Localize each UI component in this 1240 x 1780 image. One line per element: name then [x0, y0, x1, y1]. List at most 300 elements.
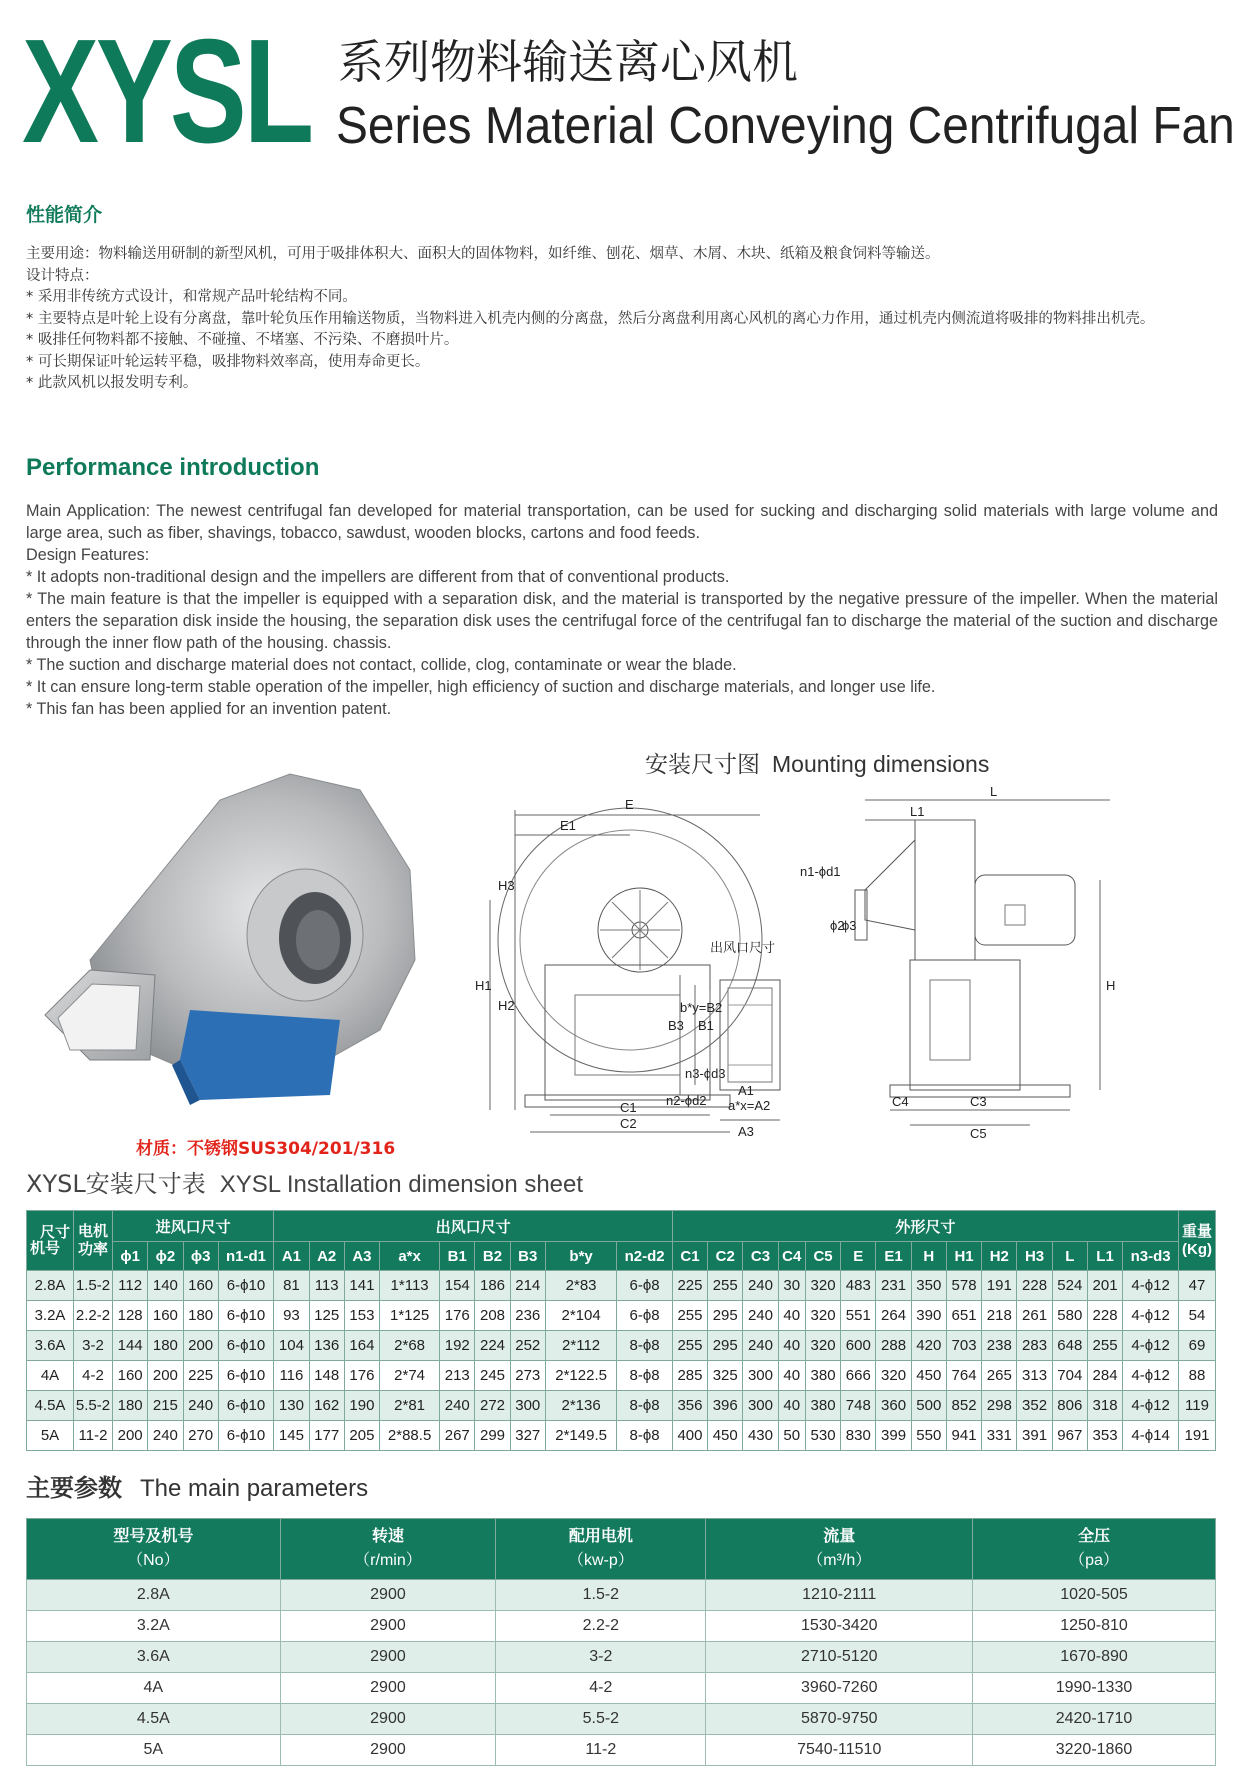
- diagram-title: [645, 746, 989, 779]
- table-cell: 3-2: [74, 1331, 113, 1361]
- table-cell: 176: [344, 1361, 379, 1391]
- column-header: n1-d1: [218, 1242, 274, 1271]
- main-parameters-title-cn: 主要参数: [26, 1474, 122, 1502]
- table-cell: 164: [344, 1331, 379, 1361]
- parameter-header-label: 配用电机: [568, 1528, 633, 1545]
- diagram-title-cn: 安装尺寸图: [645, 752, 760, 778]
- table-cell: 295: [708, 1331, 743, 1361]
- table-cell: 2*136: [545, 1391, 616, 1421]
- table-cell: 500: [911, 1391, 946, 1421]
- column-header: H1: [946, 1242, 981, 1271]
- table-cell: 4-ϕ12: [1123, 1331, 1179, 1361]
- intro-cn-body: [26, 244, 1216, 395]
- table-cell: 231: [876, 1271, 911, 1301]
- column-header: n3-d3: [1123, 1242, 1179, 1271]
- table-cell: 295: [708, 1301, 743, 1331]
- table-cell: 255: [672, 1301, 707, 1331]
- main-parameters-title-en: The main parameters: [140, 1475, 369, 1502]
- column-header: ϕ2: [148, 1242, 183, 1271]
- parameter-header-label: 转速: [371, 1528, 404, 1545]
- table-cell: 11-2: [74, 1421, 113, 1451]
- table-row: [27, 1735, 1216, 1766]
- intro-en-line: * It adopts non-traditional design and the impellers are different from that of conventional products.: [26, 568, 730, 586]
- table-cell: 1670-890: [973, 1642, 1216, 1673]
- table-cell: 298: [982, 1391, 1017, 1421]
- table-cell: 1990-1330: [973, 1673, 1216, 1704]
- table-cell: 40: [778, 1361, 805, 1391]
- table-cell: 255: [672, 1331, 707, 1361]
- parameter-column-header: [496, 1519, 706, 1580]
- table-row: [27, 1580, 1216, 1611]
- table-row: [27, 1331, 1216, 1361]
- intro-en-line: * The suction and discharge material does not contact, collide, clog, contaminate or wear the blade.: [26, 656, 737, 674]
- parameter-header-label: 型号及机号: [113, 1528, 194, 1545]
- label-B1: B1: [698, 1018, 714, 1033]
- table-cell: 327: [510, 1421, 545, 1451]
- label-H1: H1: [475, 978, 492, 993]
- table-cell: 245: [475, 1361, 510, 1391]
- table-cell: 113: [309, 1271, 344, 1301]
- table-cell: 530: [805, 1421, 840, 1451]
- parameter-column-header: [280, 1519, 496, 1580]
- table-row: [27, 1421, 1216, 1451]
- intro-cn-line: * 吸排任何物料都不接触、不碰撞、不堵塞、不污染、不磨损叶片。: [26, 332, 459, 348]
- table-cell: 154: [440, 1271, 475, 1301]
- table-cell: 450: [911, 1361, 946, 1391]
- column-header: L: [1052, 1242, 1087, 1271]
- table-cell: 140: [148, 1271, 183, 1301]
- table-cell: 2710-5120: [706, 1642, 973, 1673]
- table-cell: 224: [475, 1331, 510, 1361]
- fan-product-photo: [30, 760, 430, 1120]
- table-cell: 8-ϕ8: [617, 1331, 673, 1361]
- table-cell: 283: [1017, 1331, 1052, 1361]
- table-cell: 300: [743, 1361, 778, 1391]
- intro-cn-line: * 采用非传统方式设计，和常规产品叶轮结构不同。: [26, 289, 357, 305]
- table-cell: 320: [805, 1301, 840, 1331]
- table-cell: 6-ϕ8: [617, 1271, 673, 1301]
- table-cell: 1530-3420: [706, 1611, 973, 1642]
- table-cell: 2*122.5: [545, 1361, 616, 1391]
- table-cell: 192: [440, 1331, 475, 1361]
- main-parameters-title: [26, 1468, 368, 1503]
- intro-en-line: * The main feature is that the impeller is equipped with a separation disk, and the material is transported by the negative pressure of the impeller. When the material enters the separation disk inside the housing, the separation disk uses the centrifugal force of the centrifugal fan to discharge the material of the suction and discharge through the inner flow path of the housing. chassis.: [26, 590, 1218, 652]
- table-cell: 238: [982, 1331, 1017, 1361]
- table-cell: 119: [1179, 1391, 1216, 1421]
- table-cell: 213: [440, 1361, 475, 1391]
- table-cell: 3220-1860: [973, 1735, 1216, 1766]
- table-cell: 6-ϕ10: [218, 1271, 274, 1301]
- table-cell: 160: [148, 1301, 183, 1331]
- table-cell: 430: [743, 1421, 778, 1451]
- table-cell: 240: [440, 1391, 475, 1421]
- table-cell: 651: [946, 1301, 981, 1331]
- table-cell: 4-ϕ12: [1123, 1361, 1179, 1391]
- column-header: B3: [510, 1242, 545, 1271]
- table-cell: 2900: [280, 1735, 496, 1766]
- table-cell: 1020-505: [973, 1580, 1216, 1611]
- label-AX: a*x=A2: [728, 1098, 771, 1113]
- label-A1: A1: [738, 1083, 754, 1098]
- table-cell: 4-ϕ12: [1123, 1301, 1179, 1331]
- table-cell: 2900: [280, 1704, 496, 1735]
- column-header: B2: [475, 1242, 510, 1271]
- table-cell: 2900: [280, 1611, 496, 1642]
- column-header: A1: [274, 1242, 309, 1271]
- parameter-header-label: 全压: [1077, 1528, 1110, 1545]
- column-header: b*y: [545, 1242, 616, 1271]
- installation-dimension-table: [26, 1210, 1216, 1451]
- table-cell: 2*83: [545, 1271, 616, 1301]
- table-cell: 4.5A: [27, 1704, 281, 1735]
- table-cell: 265: [982, 1361, 1017, 1391]
- table-cell: 47: [1179, 1271, 1216, 1301]
- table-cell: 130: [274, 1391, 309, 1421]
- column-header: C3: [743, 1242, 778, 1271]
- table-cell: 4A: [27, 1673, 281, 1704]
- table-cell: 104: [274, 1331, 309, 1361]
- table-cell: 400: [672, 1421, 707, 1451]
- table-cell: 11-2: [496, 1735, 706, 1766]
- table-cell: 93: [274, 1301, 309, 1331]
- column-header: C1: [672, 1242, 707, 1271]
- table-cell: 153: [344, 1301, 379, 1331]
- table-cell: 580: [1052, 1301, 1087, 1331]
- intro-cn-line: 主要用途：物料输送用研制的新型风机，可用于吸排体积大、面积大的固体物料，如纤维、刨花、烟草、木屑、木块、纸箱及粮食饲料等输送。: [26, 246, 940, 262]
- table-cell: 208: [475, 1301, 510, 1331]
- label-n3d3: n3-ϕd3: [685, 1066, 726, 1081]
- motor-header: 电机 功率: [74, 1211, 113, 1271]
- column-header: H3: [1017, 1242, 1052, 1271]
- table-cell: 5A: [27, 1735, 281, 1766]
- column-header: C4: [778, 1242, 805, 1271]
- table-cell: 136: [309, 1331, 344, 1361]
- table-row: [27, 1673, 1216, 1704]
- table-cell: 578: [946, 1271, 981, 1301]
- table-cell: 4A: [27, 1361, 74, 1391]
- table-cell: 3.6A: [27, 1331, 74, 1361]
- main-parameters-table: [26, 1518, 1216, 1766]
- label-H2: H2: [498, 998, 515, 1013]
- table-cell: 320: [805, 1331, 840, 1361]
- table-cell: 325: [708, 1361, 743, 1391]
- parameter-header-unit: （r/min）: [354, 1552, 422, 1569]
- column-header: a*x: [380, 1242, 440, 1271]
- column-header: A2: [309, 1242, 344, 1271]
- table-cell: 215: [148, 1391, 183, 1421]
- table-cell: 191: [982, 1271, 1017, 1301]
- table-cell: 191: [1179, 1421, 1216, 1451]
- table-cell: 3-2: [496, 1642, 706, 1673]
- table-cell: 666: [841, 1361, 876, 1391]
- table-row: [27, 1704, 1216, 1735]
- table-cell: 4-ϕ12: [1123, 1391, 1179, 1421]
- label-C1: C1: [620, 1100, 637, 1115]
- table-cell: 40: [778, 1331, 805, 1361]
- weight-header: 重量 (Kg): [1179, 1211, 1216, 1271]
- table-cell: 4-ϕ12: [1123, 1271, 1179, 1301]
- intro-en-body: [26, 500, 1218, 720]
- section-heading-en: Performance introduction: [26, 454, 320, 481]
- intro-cn-line: 设计特点：: [26, 267, 99, 284]
- table-cell: 8-ϕ8: [617, 1421, 673, 1451]
- table-cell: 318: [1087, 1391, 1122, 1421]
- table-cell: 30: [778, 1271, 805, 1301]
- table-cell: 2.2-2: [496, 1611, 706, 1642]
- table-cell: 1*125: [380, 1301, 440, 1331]
- label-E: E: [625, 797, 634, 812]
- table-cell: 360: [876, 1391, 911, 1421]
- table-cell: 284: [1087, 1361, 1122, 1391]
- diagram-title-en: Mounting dimensions: [772, 751, 990, 777]
- column-header: L1: [1087, 1242, 1122, 1271]
- table-cell: 2*149.5: [545, 1421, 616, 1451]
- intro-en-line: Design Features:: [26, 546, 150, 564]
- table-cell: 320: [876, 1361, 911, 1391]
- brand-logo: XYSL: [22, 9, 312, 174]
- table-cell: 320: [805, 1271, 840, 1301]
- title-chinese: 系列物料输送离心风机: [338, 35, 798, 89]
- table-cell: 3960-7260: [706, 1673, 973, 1704]
- table-cell: 125: [309, 1301, 344, 1331]
- table-cell: 1.5-2: [74, 1271, 113, 1301]
- parameter-header-unit: （kw-p）: [567, 1552, 634, 1569]
- table-cell: 550: [911, 1421, 946, 1451]
- parameter-column-header: [706, 1519, 973, 1580]
- table-cell: 300: [743, 1391, 778, 1421]
- table-row: [27, 1611, 1216, 1642]
- table-cell: 353: [1087, 1421, 1122, 1451]
- table-cell: 648: [1052, 1331, 1087, 1361]
- label-BY: b*y=B2: [680, 1000, 723, 1015]
- table-cell: 8-ϕ8: [617, 1391, 673, 1421]
- table-cell: 240: [743, 1331, 778, 1361]
- table-row: [27, 1271, 1216, 1301]
- table-cell: 2.8A: [27, 1271, 74, 1301]
- table-cell: 180: [183, 1301, 218, 1331]
- label-phi3: ϕ3: [842, 918, 857, 933]
- inlet-group-header: 进风口尺寸: [113, 1211, 274, 1242]
- table-cell: 704: [1052, 1361, 1087, 1391]
- table-cell: 299: [475, 1421, 510, 1451]
- table-cell: 4.5A: [27, 1391, 74, 1421]
- table-cell: 852: [946, 1391, 981, 1421]
- column-header: C2: [708, 1242, 743, 1271]
- table-cell: 240: [743, 1271, 778, 1301]
- label-phi2: ϕ2: [830, 918, 845, 933]
- parameter-header-unit: （m³/h）: [807, 1552, 872, 1569]
- table-cell: 2*74: [380, 1361, 440, 1391]
- label-E1: E1: [560, 818, 576, 833]
- table-cell: 6-ϕ10: [218, 1361, 274, 1391]
- column-header: B1: [440, 1242, 475, 1271]
- table-cell: 69: [1179, 1331, 1216, 1361]
- label-L1: L1: [910, 804, 925, 819]
- table-cell: 1250-810: [973, 1611, 1216, 1642]
- outer-group-header: 外形尺寸: [672, 1211, 1178, 1242]
- table-cell: 5870-9750: [706, 1704, 973, 1735]
- table-cell: 148: [309, 1361, 344, 1391]
- mounting-dimension-drawing: [470, 780, 1220, 1160]
- table-cell: 144: [113, 1331, 148, 1361]
- column-header: H2: [982, 1242, 1017, 1271]
- table-cell: 806: [1052, 1391, 1087, 1421]
- label-C3: C3: [970, 1094, 987, 1109]
- table-cell: 350: [911, 1271, 946, 1301]
- table-cell: 225: [183, 1361, 218, 1391]
- parameter-column-header: [27, 1519, 281, 1580]
- parameter-header-unit: （pa）: [1069, 1552, 1119, 1569]
- table-cell: 6-ϕ10: [218, 1421, 274, 1451]
- column-header: H: [911, 1242, 946, 1271]
- label-L: L: [990, 784, 998, 799]
- table-cell: 50: [778, 1421, 805, 1451]
- parameter-column-header: [973, 1519, 1216, 1580]
- table-cell: 40: [778, 1301, 805, 1331]
- table-cell: 8-ϕ8: [617, 1361, 673, 1391]
- table-cell: 2*81: [380, 1391, 440, 1421]
- table-cell: 2*112: [545, 1331, 616, 1361]
- table-cell: 764: [946, 1361, 981, 1391]
- corner-header-model: 机号: [30, 1239, 61, 1257]
- label-B3: B3: [668, 1018, 684, 1033]
- table-cell: 2*104: [545, 1301, 616, 1331]
- outlet-view: [666, 940, 780, 1139]
- table-cell: 941: [946, 1421, 981, 1451]
- table-cell: 5.5-2: [496, 1704, 706, 1735]
- table-cell: 7540-11510: [706, 1735, 973, 1766]
- table-cell: 380: [805, 1361, 840, 1391]
- table-cell: 396: [708, 1391, 743, 1421]
- corner-header: [27, 1211, 74, 1271]
- label-C5: C5: [970, 1126, 987, 1141]
- table-cell: 228: [1017, 1271, 1052, 1301]
- column-header: C5: [805, 1242, 840, 1271]
- intro-en-line: * It can ensure long-term stable operation of the impeller, high efficiency of suction and discharge materials, and longer use life.: [26, 678, 936, 696]
- title-english: Series Material Conveying Centrifugal Fan: [336, 97, 1235, 155]
- dimension-sheet-title: [26, 1164, 583, 1199]
- table-cell: 1.5-2: [496, 1580, 706, 1611]
- table-cell: 141: [344, 1271, 379, 1301]
- intro-cn-line: * 可长期保证叶轮运转平稳，吸排物料效率高，使用寿命更长。: [26, 353, 430, 370]
- table-cell: 2.8A: [27, 1580, 281, 1611]
- table-cell: 255: [1087, 1331, 1122, 1361]
- table-cell: 5A: [27, 1421, 74, 1451]
- table-cell: 267: [440, 1421, 475, 1451]
- label-C4: C4: [892, 1094, 909, 1109]
- table-cell: 331: [982, 1421, 1017, 1451]
- table-cell: 524: [1052, 1271, 1087, 1301]
- column-header: ϕ1: [113, 1242, 148, 1271]
- table-cell: 6-ϕ8: [617, 1301, 673, 1331]
- table-cell: 264: [876, 1301, 911, 1331]
- corner-header-size: 尺寸: [39, 1223, 70, 1241]
- parameter-header-label: 流量: [823, 1528, 856, 1545]
- table-cell: 2.2-2: [74, 1301, 113, 1331]
- table-cell: 272: [475, 1391, 510, 1421]
- table-row: [27, 1301, 1216, 1331]
- table-cell: 201: [1087, 1271, 1122, 1301]
- table-cell: 128: [113, 1301, 148, 1331]
- table-cell: 176: [440, 1301, 475, 1331]
- table-row: [27, 1361, 1216, 1391]
- table-cell: 261: [1017, 1301, 1052, 1331]
- intro-cn-line: * 主要特点是叶轮上设有分离盘，靠叶轮负压作用输送物质，当物料进入机壳内侧的分离盘，然后分离盘利用离心风机的离心力作用，通过机壳内侧流道将吸排的物料排出机壳。: [26, 310, 1155, 327]
- table-cell: 180: [113, 1391, 148, 1421]
- table-cell: 145: [274, 1421, 309, 1451]
- table-cell: 160: [113, 1361, 148, 1391]
- table-cell: 600: [841, 1331, 876, 1361]
- table-cell: 240: [183, 1391, 218, 1421]
- table-cell: 300: [510, 1391, 545, 1421]
- table-cell: 967: [1052, 1421, 1087, 1451]
- table-cell: 2900: [280, 1642, 496, 1673]
- table-cell: 200: [113, 1421, 148, 1451]
- table-cell: 200: [183, 1331, 218, 1361]
- table-cell: 483: [841, 1271, 876, 1301]
- front-view: [475, 797, 762, 1132]
- table-cell: 2*88.5: [380, 1421, 440, 1451]
- table-cell: 2420-1710: [973, 1704, 1216, 1735]
- table-cell: 703: [946, 1331, 981, 1361]
- table-cell: 270: [183, 1421, 218, 1451]
- table-cell: 205: [344, 1421, 379, 1451]
- label-H3: H3: [498, 878, 515, 893]
- table-cell: 380: [805, 1391, 840, 1421]
- table-cell: 200: [148, 1361, 183, 1391]
- table-cell: 4-2: [74, 1361, 113, 1391]
- table-cell: 356: [672, 1391, 707, 1421]
- table-cell: 352: [1017, 1391, 1052, 1421]
- table-cell: 4-ϕ14: [1123, 1421, 1179, 1451]
- table-cell: 2900: [280, 1580, 496, 1611]
- table-row: [27, 1642, 1216, 1673]
- table-cell: 288: [876, 1331, 911, 1361]
- table-cell: 6-ϕ10: [218, 1391, 274, 1421]
- label-outlet: 出风口尺寸: [710, 940, 776, 955]
- table-cell: 240: [148, 1421, 183, 1451]
- table-cell: 255: [708, 1271, 743, 1301]
- table-cell: 6-ϕ10: [218, 1331, 274, 1361]
- column-header: E1: [876, 1242, 911, 1271]
- material-note: 材质：不锈钢SUS304/201/316: [136, 1139, 396, 1159]
- table-cell: 112: [113, 1271, 148, 1301]
- table-cell: 4-2: [496, 1673, 706, 1704]
- table-cell: 225: [672, 1271, 707, 1301]
- table-cell: 3.6A: [27, 1642, 281, 1673]
- side-view: [800, 784, 1115, 1141]
- table-cell: 1210-2111: [706, 1580, 973, 1611]
- table-cell: 88: [1179, 1361, 1216, 1391]
- label-n1d1: n1-ϕd1: [800, 864, 841, 879]
- table-cell: 830: [841, 1421, 876, 1451]
- label-H: H: [1106, 978, 1116, 993]
- table-cell: 420: [911, 1331, 946, 1361]
- table-cell: 162: [309, 1391, 344, 1421]
- intro-en-line: * This fan has been applied for an invention patent.: [26, 700, 392, 718]
- table-cell: 252: [510, 1331, 545, 1361]
- table-cell: 214: [510, 1271, 545, 1301]
- column-header: ϕ3: [183, 1242, 218, 1271]
- table-cell: 1*113: [380, 1271, 440, 1301]
- table-cell: 228: [1087, 1301, 1122, 1331]
- table-cell: 116: [274, 1361, 309, 1391]
- table-cell: 273: [510, 1361, 545, 1391]
- table-cell: 218: [982, 1301, 1017, 1331]
- table-cell: 177: [309, 1421, 344, 1451]
- table-cell: 240: [743, 1301, 778, 1331]
- intro-en-line: Main Application: The newest centrifugal fan developed for material transportation, can be used for sucking and discharging solid materials with large volume and large area, such as fiber, shavings, tobacco, sawdust, wooden blocks, cartons and food feeds.: [26, 502, 1218, 542]
